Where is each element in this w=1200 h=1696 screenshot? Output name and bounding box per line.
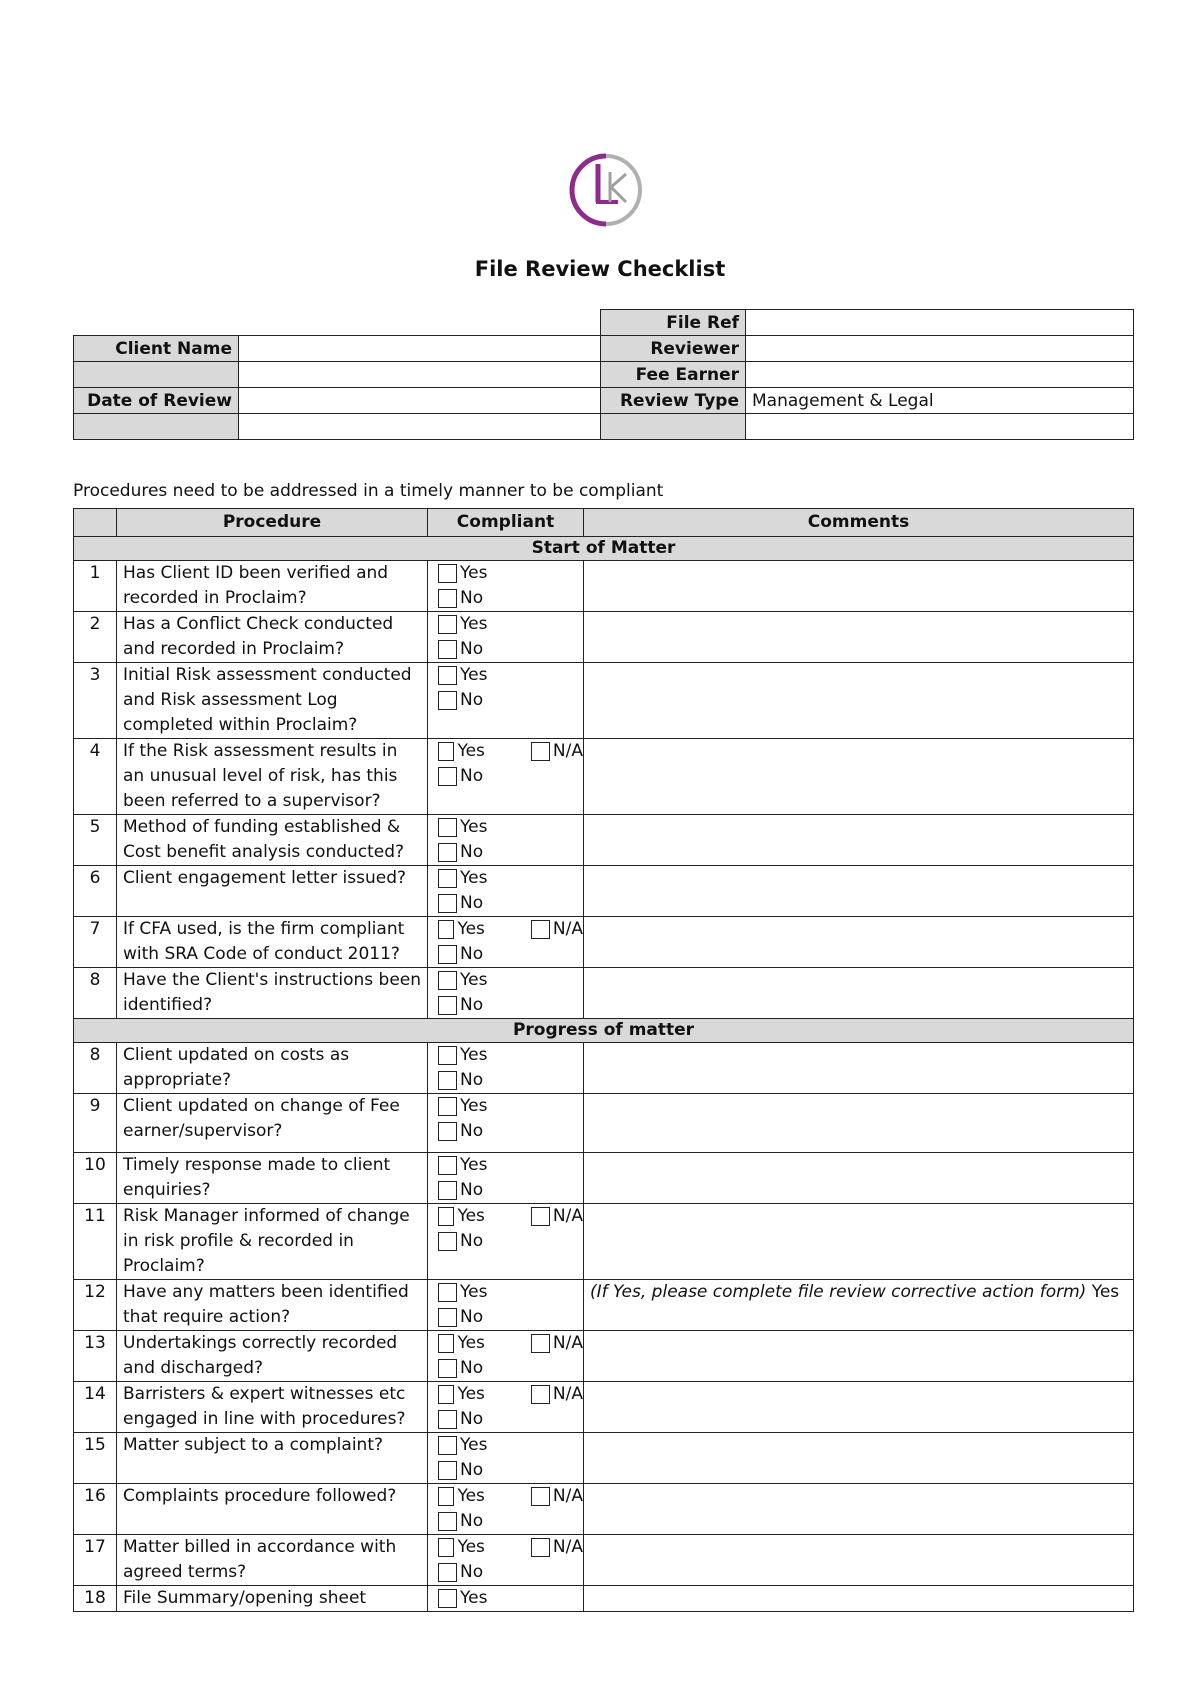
company-logo bbox=[566, 150, 646, 230]
yes-checkbox[interactable] bbox=[438, 1156, 457, 1175]
yes-label: Yes bbox=[460, 1282, 488, 1302]
row-number: 9 bbox=[74, 1094, 117, 1153]
procedure-text: Has a Conflict Check conducted and recorded in Proclaim? bbox=[117, 612, 428, 663]
info-blank-label-3 bbox=[601, 414, 746, 440]
comments-cell[interactable] bbox=[584, 1094, 1134, 1153]
yes-label: Yes bbox=[460, 1155, 488, 1175]
client-name-field[interactable] bbox=[239, 336, 601, 362]
row-number: 11 bbox=[74, 1204, 117, 1280]
yes-checkbox[interactable] bbox=[438, 818, 457, 837]
no-label: No bbox=[460, 1409, 484, 1429]
no-label: No bbox=[460, 944, 484, 964]
na-label: N/A bbox=[552, 1384, 583, 1404]
yes-checkbox[interactable] bbox=[438, 1538, 454, 1557]
compliant-cell bbox=[428, 1433, 584, 1484]
yes-label: Yes bbox=[457, 1333, 485, 1353]
no-option[interactable] bbox=[438, 1356, 583, 1381]
table-row bbox=[74, 739, 1134, 815]
no-option[interactable] bbox=[438, 1229, 583, 1254]
row-number: 13 bbox=[74, 1331, 117, 1382]
na-option[interactable] bbox=[531, 1204, 583, 1229]
compliant-cell bbox=[428, 561, 584, 612]
compliant-cell bbox=[428, 739, 584, 815]
no-option[interactable] bbox=[438, 637, 583, 662]
no-option[interactable] bbox=[438, 764, 583, 789]
procedure-header: Procedure bbox=[117, 509, 428, 537]
no-label: No bbox=[460, 766, 484, 786]
table-row bbox=[74, 866, 1134, 917]
row-number: 18 bbox=[74, 1586, 117, 1612]
table-row bbox=[74, 815, 1134, 866]
row-number: 2 bbox=[74, 612, 117, 663]
no-label: No bbox=[460, 1121, 484, 1141]
table-row bbox=[74, 1382, 1134, 1433]
yes-option[interactable] bbox=[438, 1433, 583, 1458]
compliant-cell bbox=[428, 612, 584, 663]
compliant-cell bbox=[428, 968, 584, 1019]
row-number: 1 bbox=[74, 561, 117, 612]
yes-label: Yes bbox=[460, 817, 488, 837]
comments-cell[interactable] bbox=[584, 866, 1134, 917]
row-number: 17 bbox=[74, 1535, 117, 1586]
no-option[interactable] bbox=[438, 840, 583, 865]
no-label: No bbox=[460, 1460, 484, 1480]
no-checkbox[interactable] bbox=[438, 640, 457, 659]
no-checkbox[interactable] bbox=[438, 1359, 457, 1378]
procedure-text: Have any matters been identified that require action? bbox=[117, 1280, 428, 1331]
yes-label: Yes bbox=[457, 1486, 485, 1506]
na-label: N/A bbox=[552, 1537, 583, 1557]
no-checkbox[interactable] bbox=[438, 1232, 457, 1251]
yes-option[interactable] bbox=[438, 1535, 583, 1560]
compliant-header: Compliant bbox=[428, 509, 584, 537]
yes-label: Yes bbox=[460, 614, 488, 634]
table-row bbox=[74, 1094, 1134, 1153]
row-number: 6 bbox=[74, 866, 117, 917]
section-start-of-matter: Start of Matter bbox=[74, 537, 1134, 561]
yes-checkbox[interactable] bbox=[438, 666, 457, 685]
no-checkbox[interactable] bbox=[438, 996, 457, 1015]
yes-checkbox[interactable] bbox=[438, 1385, 454, 1404]
yes-option[interactable] bbox=[438, 561, 583, 586]
procedure-text: Has Client ID been verified and recorded in Proclaim? bbox=[117, 561, 428, 612]
row-number: 8 bbox=[74, 968, 117, 1019]
row-number: 3 bbox=[74, 663, 117, 739]
yes-checkbox[interactable] bbox=[438, 742, 454, 761]
na-checkbox[interactable] bbox=[531, 920, 550, 939]
yes-label: Yes bbox=[460, 868, 488, 888]
table-row bbox=[74, 1043, 1134, 1094]
comments-header: Comments bbox=[584, 509, 1134, 537]
yes-checkbox[interactable] bbox=[438, 615, 457, 634]
row-number: 12 bbox=[74, 1280, 117, 1331]
no-option[interactable] bbox=[438, 1560, 583, 1585]
na-checkbox[interactable] bbox=[531, 1334, 550, 1353]
no-option[interactable] bbox=[438, 688, 583, 713]
row-number: 14 bbox=[74, 1382, 117, 1433]
no-checkbox[interactable] bbox=[438, 1071, 457, 1090]
table-row bbox=[74, 612, 1134, 663]
yes-checkbox[interactable] bbox=[438, 1334, 454, 1353]
no-label: No bbox=[460, 1358, 484, 1378]
comments-cell[interactable] bbox=[584, 612, 1134, 663]
yes-label: Yes bbox=[457, 1537, 485, 1557]
na-option[interactable] bbox=[531, 1484, 583, 1509]
no-checkbox[interactable] bbox=[438, 1461, 457, 1480]
info-blank-label bbox=[74, 362, 239, 388]
compliant-cell bbox=[428, 1382, 584, 1433]
procedure-table bbox=[73, 508, 1134, 1612]
na-checkbox[interactable] bbox=[531, 1487, 550, 1506]
procedure-text: If the Risk assessment results in an unusual level of risk, has this been referred to a supervisor? bbox=[117, 739, 428, 815]
na-checkbox[interactable] bbox=[531, 1385, 550, 1404]
na-checkbox[interactable] bbox=[531, 1538, 550, 1557]
client-name-label: Client Name bbox=[74, 336, 239, 362]
no-option[interactable] bbox=[438, 1509, 583, 1534]
yes-checkbox[interactable] bbox=[438, 1487, 454, 1506]
comments-cell[interactable] bbox=[584, 1433, 1134, 1484]
fee-earner-label: Fee Earner bbox=[601, 362, 746, 388]
comments-cell[interactable] bbox=[584, 1280, 1134, 1331]
yes-option[interactable] bbox=[438, 612, 583, 637]
review-type-label: Review Type bbox=[601, 388, 746, 414]
table-row bbox=[74, 1535, 1134, 1586]
no-option[interactable] bbox=[438, 1458, 583, 1483]
yes-option[interactable] bbox=[438, 1382, 583, 1407]
no-checkbox[interactable] bbox=[438, 691, 457, 710]
no-option[interactable] bbox=[438, 1407, 583, 1432]
yes-option[interactable] bbox=[438, 815, 583, 840]
row-number: 10 bbox=[74, 1153, 117, 1204]
na-checkbox[interactable] bbox=[531, 1207, 550, 1226]
row-number: 16 bbox=[74, 1484, 117, 1535]
yes-option[interactable] bbox=[438, 739, 583, 764]
no-label: No bbox=[460, 893, 484, 913]
table-row bbox=[74, 663, 1134, 739]
no-option[interactable] bbox=[438, 942, 583, 967]
yes-option[interactable] bbox=[438, 866, 583, 891]
compliant-cell bbox=[428, 815, 584, 866]
row-number: 5 bbox=[74, 815, 117, 866]
comments-cell[interactable] bbox=[584, 561, 1134, 612]
no-checkbox[interactable] bbox=[438, 843, 457, 862]
yes-label: Yes bbox=[460, 665, 488, 685]
comments-cell[interactable] bbox=[584, 1043, 1134, 1094]
table-row bbox=[74, 1280, 1134, 1331]
no-checkbox[interactable] bbox=[438, 945, 457, 964]
no-label: No bbox=[460, 1231, 484, 1251]
info-blank-field-2[interactable] bbox=[239, 414, 601, 440]
compliant-cell bbox=[428, 1484, 584, 1535]
comments-cell[interactable] bbox=[584, 663, 1134, 739]
procedure-text: Client engagement letter issued? bbox=[117, 866, 428, 917]
table-row bbox=[74, 968, 1134, 1019]
procedure-text: File Summary/opening sheet bbox=[117, 1586, 428, 1612]
procedure-text: Matter subject to a complaint? bbox=[117, 1433, 428, 1484]
yes-option[interactable] bbox=[438, 663, 583, 688]
table-row bbox=[74, 1586, 1134, 1612]
file-info-table bbox=[73, 309, 1134, 440]
no-label: No bbox=[460, 1307, 484, 1327]
no-option[interactable] bbox=[438, 1305, 583, 1330]
procedure-text: Undertakings correctly recorded and discharged? bbox=[117, 1331, 428, 1382]
fee-earner-field[interactable] bbox=[746, 362, 1134, 388]
info-blank-field-3[interactable] bbox=[746, 414, 1134, 440]
compliant-cell bbox=[428, 663, 584, 739]
no-option[interactable] bbox=[438, 1068, 583, 1093]
no-option[interactable] bbox=[438, 586, 583, 611]
na-label: N/A bbox=[552, 1486, 583, 1506]
na-label: N/A bbox=[552, 1333, 583, 1353]
comments-cell[interactable] bbox=[584, 1535, 1134, 1586]
no-option[interactable] bbox=[438, 1178, 583, 1203]
no-option[interactable] bbox=[438, 1119, 583, 1144]
date-of-review-label: Date of Review bbox=[74, 388, 239, 414]
yes-label: Yes bbox=[460, 563, 488, 583]
reviewer-label: Reviewer bbox=[601, 336, 746, 362]
comments-cell[interactable] bbox=[584, 1586, 1134, 1612]
yes-option[interactable] bbox=[438, 1331, 583, 1356]
comments-cell[interactable] bbox=[584, 1204, 1134, 1280]
yes-label: Yes bbox=[457, 919, 485, 939]
yes-label: Yes bbox=[460, 1435, 488, 1455]
no-checkbox[interactable] bbox=[438, 589, 457, 608]
table-row bbox=[74, 1433, 1134, 1484]
yes-option[interactable] bbox=[438, 968, 583, 993]
yes-option[interactable] bbox=[438, 1280, 583, 1305]
no-checkbox[interactable] bbox=[438, 894, 457, 913]
row-number: 7 bbox=[74, 917, 117, 968]
page-title: File Review Checklist bbox=[474, 257, 726, 281]
no-label: No bbox=[460, 995, 484, 1015]
yes-checkbox[interactable] bbox=[438, 1207, 454, 1226]
na-option[interactable] bbox=[531, 1535, 583, 1560]
comment-text: (If Yes, please complete file review corrective action form) bbox=[590, 1282, 1087, 1302]
na-label: N/A bbox=[552, 919, 583, 939]
date-of-review-field[interactable] bbox=[239, 388, 601, 414]
file-ref-field[interactable] bbox=[746, 310, 1134, 336]
table-row bbox=[74, 1153, 1134, 1204]
yes-option[interactable] bbox=[438, 1043, 583, 1068]
comments-cell[interactable] bbox=[584, 815, 1134, 866]
no-label: No bbox=[460, 1070, 484, 1090]
no-checkbox[interactable] bbox=[438, 767, 457, 786]
row-number: 4 bbox=[74, 739, 117, 815]
procedure-text: Timely response made to client enquiries? bbox=[117, 1153, 428, 1204]
info-blank-field[interactable] bbox=[239, 362, 601, 388]
yes-option[interactable] bbox=[438, 1586, 583, 1611]
na-option[interactable] bbox=[531, 739, 583, 764]
yes-label: Yes bbox=[457, 1206, 485, 1226]
yes-option[interactable] bbox=[438, 1484, 583, 1509]
procedure-text: Matter billed in accordance with agreed terms? bbox=[117, 1535, 428, 1586]
procedure-text: Client updated on costs as appropriate? bbox=[117, 1043, 428, 1094]
table-row bbox=[74, 561, 1134, 612]
procedure-text: Barristers & expert witnesses etc engaged in line with procedures? bbox=[117, 1382, 428, 1433]
row-number: 8 bbox=[74, 1043, 117, 1094]
no-checkbox[interactable] bbox=[438, 1122, 457, 1141]
no-label: No bbox=[460, 1562, 484, 1582]
compliant-cell bbox=[428, 1094, 584, 1153]
na-checkbox[interactable] bbox=[531, 742, 550, 761]
yes-option[interactable] bbox=[438, 1094, 583, 1119]
yes-label: Yes bbox=[460, 1096, 488, 1116]
compliant-cell bbox=[428, 1280, 584, 1331]
compliant-cell bbox=[428, 866, 584, 917]
yes-checkbox[interactable] bbox=[438, 564, 457, 583]
no-option[interactable] bbox=[438, 993, 583, 1018]
file-ref-label: File Ref bbox=[601, 310, 746, 336]
yes-option[interactable] bbox=[438, 1153, 583, 1178]
comments-cell[interactable] bbox=[584, 917, 1134, 968]
compliant-cell bbox=[428, 1535, 584, 1586]
compliant-cell bbox=[428, 1204, 584, 1280]
na-label: N/A bbox=[552, 1206, 583, 1226]
row-number: 15 bbox=[74, 1433, 117, 1484]
yes-label: Yes bbox=[460, 1588, 488, 1608]
yes-checkbox[interactable] bbox=[438, 920, 454, 939]
yes-checkbox[interactable] bbox=[438, 1046, 457, 1065]
table-row bbox=[74, 917, 1134, 968]
no-label: No bbox=[460, 842, 484, 862]
no-label: No bbox=[460, 690, 484, 710]
na-label: N/A bbox=[552, 741, 583, 761]
yes-option[interactable] bbox=[438, 1204, 583, 1229]
procedure-text: Have the Client's instructions been identified? bbox=[117, 968, 428, 1019]
procedure-text: Client updated on change of Fee earner/supervisor? bbox=[117, 1094, 428, 1153]
table-row bbox=[74, 1484, 1134, 1535]
yes-label: Yes bbox=[457, 1384, 485, 1404]
number-header bbox=[74, 509, 117, 537]
procedure-text: Initial Risk assessment conducted and Risk assessment Log completed within Proclaim? bbox=[117, 663, 428, 739]
yes-label: Yes bbox=[460, 1045, 488, 1065]
review-type-field[interactable]: Management & Legal bbox=[746, 388, 1134, 414]
yes-checkbox[interactable] bbox=[438, 1097, 457, 1116]
comments-cell[interactable] bbox=[584, 1153, 1134, 1204]
procedure-text: Complaints procedure followed? bbox=[117, 1484, 428, 1535]
na-option[interactable] bbox=[531, 917, 583, 942]
no-label: No bbox=[460, 588, 484, 608]
no-option[interactable] bbox=[438, 891, 583, 916]
compliance-note: Procedures need to be addressed in a timely manner to be compliant bbox=[73, 481, 664, 501]
comments-cell[interactable] bbox=[584, 1331, 1134, 1382]
no-checkbox[interactable] bbox=[438, 1308, 457, 1327]
no-checkbox[interactable] bbox=[438, 1563, 457, 1582]
info-blank-label-2 bbox=[74, 414, 239, 440]
yes-label: Yes bbox=[460, 970, 488, 990]
yes-checkbox[interactable] bbox=[438, 869, 457, 888]
comments-cell[interactable] bbox=[584, 968, 1134, 1019]
comments-cell[interactable] bbox=[584, 1382, 1134, 1433]
yes-checkbox[interactable] bbox=[438, 1283, 457, 1302]
compliant-cell bbox=[428, 1153, 584, 1204]
yes-option[interactable] bbox=[438, 917, 583, 942]
no-checkbox[interactable] bbox=[438, 1410, 457, 1429]
yes-checkbox[interactable] bbox=[438, 971, 457, 990]
no-label: No bbox=[460, 1180, 484, 1200]
table-row bbox=[74, 1204, 1134, 1280]
no-checkbox[interactable] bbox=[438, 1181, 457, 1200]
compliant-cell bbox=[428, 1586, 584, 1612]
reviewer-field[interactable] bbox=[746, 336, 1134, 362]
compliant-cell bbox=[428, 1043, 584, 1094]
na-option[interactable] bbox=[531, 1382, 583, 1407]
procedure-text: Risk Manager informed of change in risk profile & recorded in Proclaim? bbox=[117, 1204, 428, 1280]
yes-label: Yes bbox=[457, 741, 485, 761]
section-progress-of-matter: Progress of matter bbox=[74, 1019, 1134, 1043]
table-row bbox=[74, 1331, 1134, 1382]
compliant-cell bbox=[428, 917, 584, 968]
comments-cell[interactable] bbox=[584, 1484, 1134, 1535]
procedure-text: If CFA used, is the firm compliant with SRA Code of conduct 2011? bbox=[117, 917, 428, 968]
na-option[interactable] bbox=[531, 1331, 583, 1356]
comments-cell[interactable] bbox=[584, 739, 1134, 815]
yes-checkbox[interactable] bbox=[438, 1436, 457, 1455]
no-label: No bbox=[460, 1511, 484, 1531]
yes-checkbox[interactable] bbox=[438, 1589, 457, 1608]
no-checkbox[interactable] bbox=[438, 1512, 457, 1531]
procedure-text: Method of funding established & Cost benefit analysis conducted? bbox=[117, 815, 428, 866]
no-label: No bbox=[460, 639, 484, 659]
compliant-cell bbox=[428, 1331, 584, 1382]
comment-yes-label: Yes bbox=[1091, 1282, 1120, 1302]
